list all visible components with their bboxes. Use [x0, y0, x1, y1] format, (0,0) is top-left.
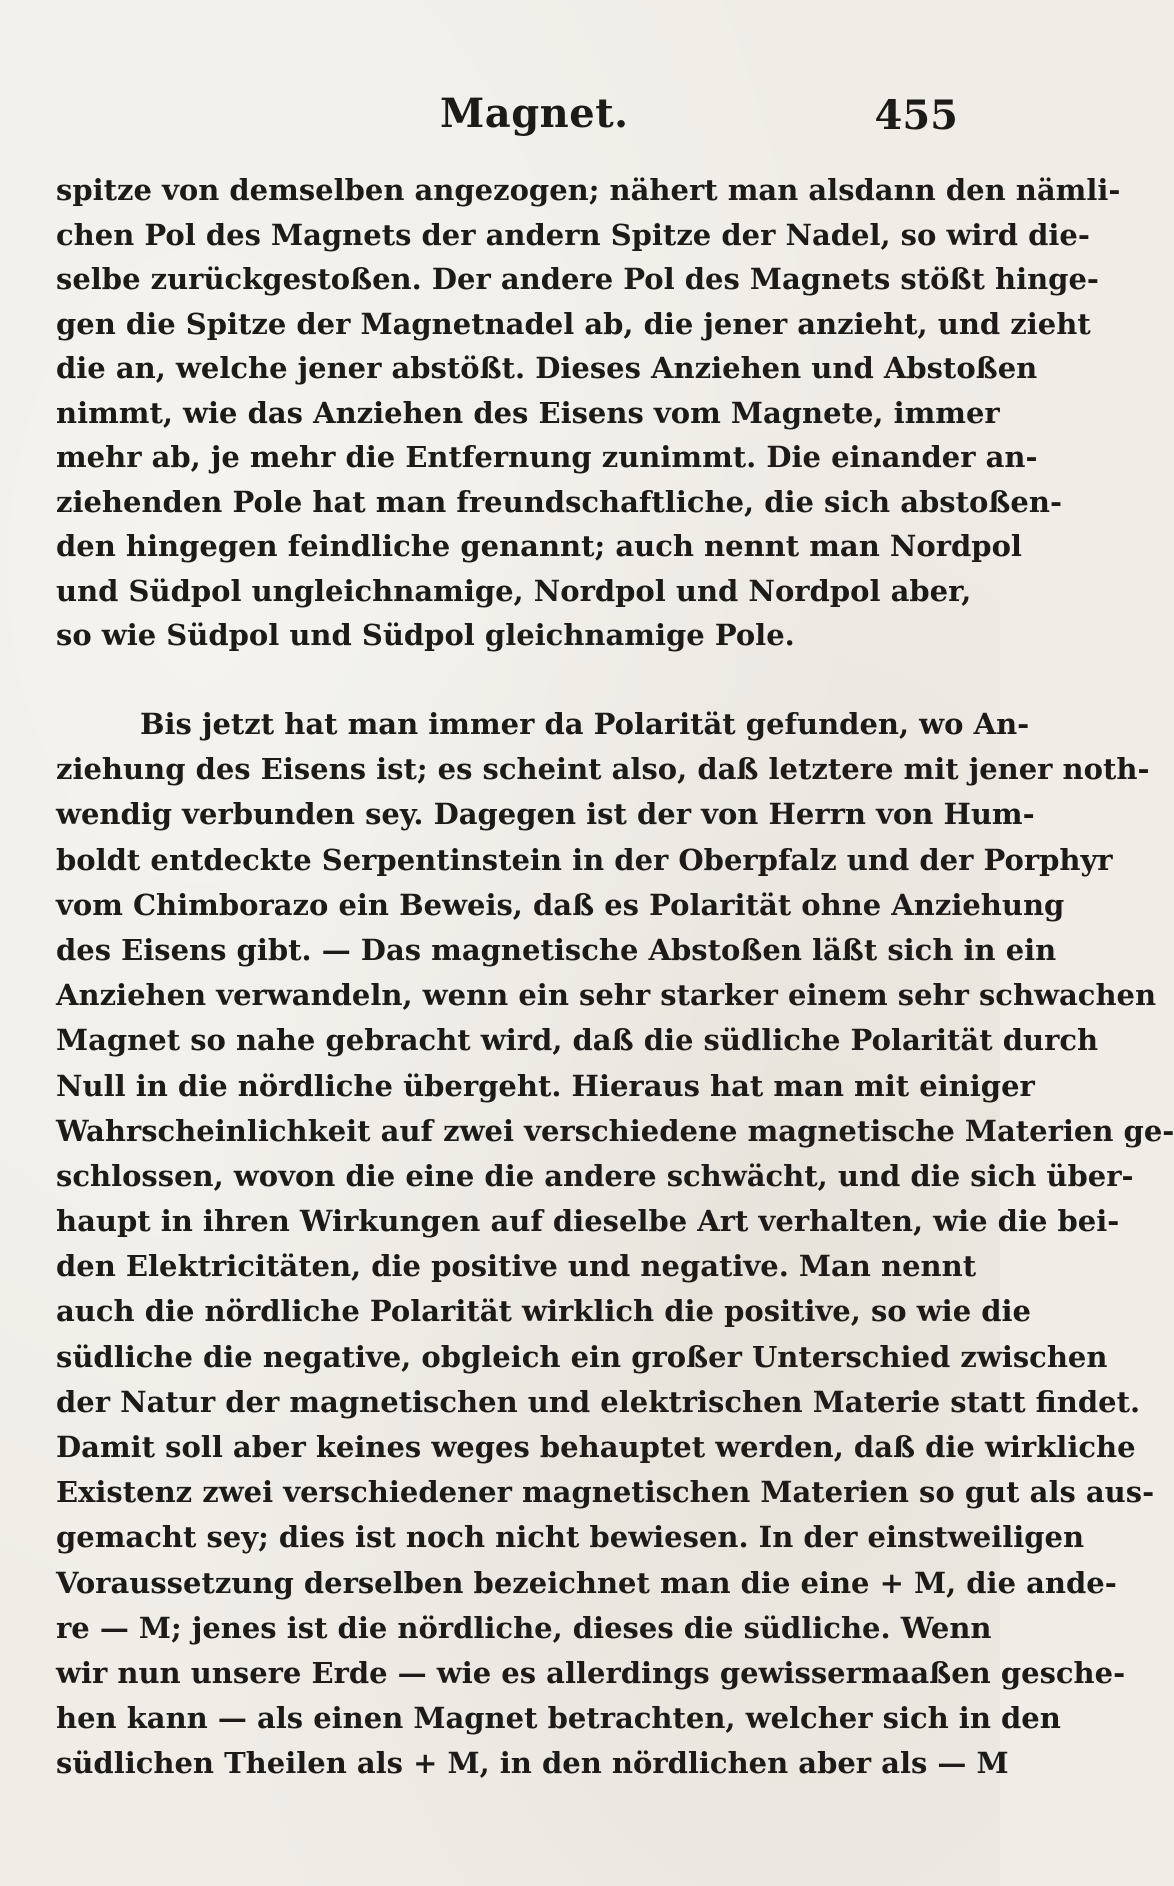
text-line: boldt entdeckte Serpentinstein in der Oberpfalz und der Porphyr: [56, 842, 1113, 877]
text-line: des Eisens gibt. — Das magnetische Abstoßen läßt sich in ein: [56, 932, 1057, 967]
text-line: südliche die negative, obgleich ein großer Unterschied zwischen: [56, 1339, 1108, 1374]
text-line: nimmt, wie das Anziehen des Eisens vom Magnete, immer: [56, 395, 1000, 430]
text-line: Existenz zwei verschiedener magnetischen Materien so gut als aus-: [56, 1475, 1155, 1510]
text-line: den Elektricitäten, die positive und negative. Man nennt: [56, 1249, 977, 1284]
text-line: die an, welche jener abstößt. Dieses Anziehen und Abstoßen: [56, 351, 1038, 385]
text-line: ziehung des Eisens ist; es scheint also, daß letztere mit jener noth-: [56, 752, 1150, 787]
text-line: so wie Südpol und Südpol gleichnamige Pole.: [56, 618, 795, 652]
text-line: hen kann — als einen Magnet betrachten, welcher sich in den: [56, 1701, 1061, 1736]
text-line: spitze von demselben angezogen; nähert man alsdann den nämli-: [56, 173, 1121, 207]
text-line: Voraussetzung derselben bezeichnet man die eine + M, die ande-: [56, 1565, 1117, 1600]
paragraph-1: [56, 168, 1121, 658]
text-line: Null in die nördliche übergeht. Hieraus hat man mit einiger: [56, 1068, 1035, 1103]
text-line: wir nun unsere Erde — wie es allerdings gewissermaaßen gesche-: [56, 1655, 1126, 1690]
text-line: auch die nördliche Polarität wirklich die positive, so wie die: [56, 1294, 1031, 1329]
page-number: 455: [874, 92, 958, 139]
text-line: selbe zurückgestoßen. Der andere Pol des Magnets stößt hinge-: [56, 262, 1099, 296]
page-header: [0, 90, 1000, 150]
text-line: wendig verbunden sey. Dagegen ist der von Herrn von Hum-: [56, 797, 1035, 832]
text-line: mehr ab, je mehr die Entfernung zunimmt. Die einander an-: [56, 440, 1038, 474]
text-line: den hingegen feindliche genannt; auch nennt man Nordpol: [56, 529, 1022, 563]
text-line: Anziehen verwandeln, wenn ein sehr starker einem sehr schwachen: [56, 978, 1157, 1013]
text-line: Damit soll aber keines weges behauptet werden, daß die wirkliche: [56, 1430, 1136, 1464]
text-line: vom Chimborazo ein Beweis, daß es Polarität ohne Anziehung: [56, 887, 1065, 922]
text-line: der Natur der magnetischen und elektrischen Materie statt findet.: [56, 1384, 1141, 1419]
text-line: haupt in ihren Wirkungen auf dieselbe Art verhalten, wie die bei-: [56, 1204, 1120, 1239]
text-line: Magnet so nahe gebracht wird, daß die südliche Polarität durch: [56, 1023, 1099, 1058]
text-line: schlossen, wovon die eine die andere schwächt, und die sich über-: [56, 1158, 1134, 1193]
text-line: gemacht sey; dies ist noch nicht bewiesen. In der einstweiligen: [56, 1520, 1085, 1555]
text-line: Bis jetzt hat man immer da Polarität gefunden, wo An-: [140, 707, 1030, 741]
text-line: und Südpol ungleichnamige, Nordpol und Nordpol aber,: [56, 573, 972, 608]
text-line: Wahrscheinlichkeit auf zwei verschiedene magnetische Materien ge-: [56, 1113, 1174, 1148]
text-line: südlichen Theilen als + M, in den nördlichen aber als — M: [56, 1746, 1009, 1781]
text-line: gen die Spitze der Magnetnadel ab, die jener anzieht, und zieht: [56, 306, 1091, 341]
paragraph-2: [56, 702, 1174, 1787]
text-line: chen Pol des Magnets der andern Spitze der Nadel, so wird die-: [56, 217, 1090, 252]
text-line: ziehenden Pole hat man freundschaftliche, die sich abstoßen-: [56, 484, 1062, 519]
text-line: re — M; jenes ist die nördliche, dieses die südliche. Wenn: [56, 1610, 992, 1645]
running-head: Magnet.: [440, 90, 629, 137]
